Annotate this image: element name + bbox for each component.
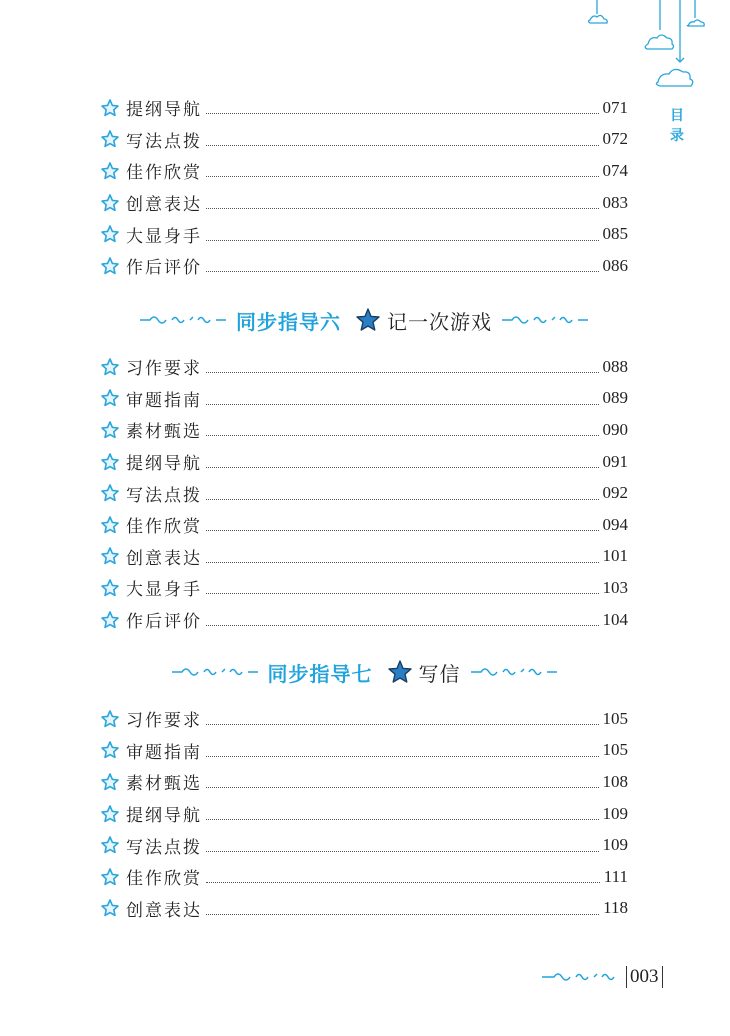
toc-item-label: 创意表达 (126, 900, 202, 921)
star-outline-icon (100, 898, 120, 918)
toc-page-number: 091 (602, 451, 628, 471)
toc-page-number: 088 (602, 356, 628, 376)
wave-ornament-right (469, 665, 559, 679)
wave-ornament-right (500, 313, 590, 327)
toc-item-label: 写法点拨 (126, 131, 202, 152)
toc-item-label: 提纲导航 (126, 806, 202, 827)
star-outline-icon (100, 483, 120, 503)
star-outline-icon (100, 867, 120, 887)
dot-leader (206, 593, 599, 594)
toc-item-label: 创意表达 (126, 195, 202, 216)
toc-item-label: 素材甄选 (126, 422, 202, 443)
toc-item-label: 提纲导航 (126, 100, 202, 121)
toc-row[interactable] (100, 155, 628, 187)
toc-item-label: 佳作欣赏 (126, 517, 202, 538)
star-outline-icon (100, 357, 120, 377)
star-outline-icon (100, 515, 120, 535)
toc-page-number: 092 (602, 483, 628, 503)
toc-item-label: 提纲导航 (126, 454, 202, 475)
dot-leader (206, 756, 599, 757)
dot-leader (206, 372, 599, 373)
star-filled-icon (355, 307, 381, 333)
star-outline-icon (100, 193, 120, 213)
dot-leader (206, 404, 599, 405)
toc-row[interactable] (100, 572, 628, 604)
toc-row[interactable] (100, 766, 628, 798)
toc-section-6 (100, 351, 628, 635)
toc-row[interactable] (100, 829, 628, 861)
dot-leader (206, 271, 599, 272)
dot-leader (206, 724, 599, 725)
dot-leader (206, 787, 599, 788)
toc-page-number: 085 (602, 224, 628, 244)
toc-page-number: 111 (603, 866, 628, 886)
toc-page-number: 109 (602, 803, 628, 823)
star-outline-icon (100, 709, 120, 729)
toc-section-7 (100, 703, 628, 924)
toc-page-number: 105 (602, 708, 628, 728)
star-outline-icon (100, 161, 120, 181)
toc-page-number: 118 (603, 898, 628, 918)
toc-item-label: 作后评价 (126, 258, 202, 279)
toc-row[interactable] (100, 604, 628, 636)
chapter-heading-6[interactable] (100, 303, 628, 337)
toc-page-number: 103 (602, 577, 628, 597)
toc-item-label: 习作要求 (126, 711, 202, 732)
star-outline-icon (100, 129, 120, 149)
toc-page-number: 090 (602, 419, 628, 439)
toc-page-number: 105 (602, 740, 628, 760)
star-outline-icon (100, 452, 120, 472)
star-outline-icon (100, 772, 120, 792)
star-outline-icon (100, 740, 120, 760)
star-outline-icon (100, 98, 120, 118)
toc-row[interactable] (100, 383, 628, 415)
toc-page-number: 074 (602, 160, 628, 180)
star-outline-icon (100, 388, 120, 408)
wave-ornament-left (170, 665, 260, 679)
dot-leader (206, 562, 599, 563)
toc-page-number: 108 (602, 771, 628, 791)
toc-item-label: 写法点拨 (126, 485, 202, 506)
chapter-heading-label: 同步指导七 (267, 661, 373, 686)
toc-row[interactable] (100, 798, 628, 830)
contents-side-label: 目 录 (670, 108, 684, 144)
dot-leader (206, 176, 599, 177)
wave-ornament-footer (540, 970, 624, 984)
toc-page-number: 101 (602, 546, 628, 566)
toc-page-number: 104 (602, 609, 628, 629)
toc-item-label: 作后评价 (126, 612, 202, 633)
toc-page-number: 083 (602, 192, 628, 212)
toc-row[interactable] (100, 703, 628, 735)
dot-leader (206, 851, 599, 852)
dot-leader (206, 499, 599, 500)
toc-row[interactable] (100, 509, 628, 541)
toc-page-number: 109 (602, 835, 628, 855)
toc-page-number: 071 (602, 97, 628, 117)
toc-row[interactable] (100, 735, 628, 767)
toc-page-number: 086 (602, 255, 628, 275)
chapter-heading-label: 同步指导六 (236, 309, 341, 334)
chapter-heading-title: 写信 (418, 661, 461, 686)
toc-row[interactable] (100, 893, 628, 925)
star-filled-icon (387, 659, 413, 685)
toc-item-label: 审题指南 (126, 742, 202, 763)
toc-item-label: 佳作欣赏 (126, 163, 202, 184)
toc-row[interactable] (100, 414, 628, 446)
toc-row[interactable] (100, 250, 628, 282)
toc-row[interactable] (100, 124, 628, 156)
dot-leader (206, 530, 599, 531)
toc-item-label: 审题指南 (126, 390, 202, 411)
toc-page-number: 089 (602, 388, 628, 408)
star-outline-icon (100, 835, 120, 855)
toc-item-label: 素材甄选 (126, 774, 202, 795)
chapter-heading-title: 记一次游戏 (387, 309, 492, 334)
star-outline-icon (100, 224, 120, 244)
dot-leader (206, 914, 599, 915)
toc-item-label: 写法点拨 (126, 837, 202, 858)
toc-row[interactable] (100, 218, 628, 250)
toc-item-label: 佳作欣赏 (126, 869, 202, 890)
dot-leader (206, 467, 599, 468)
star-outline-icon (100, 256, 120, 276)
page-footer (540, 962, 663, 992)
toc-row[interactable] (100, 187, 628, 219)
toc-row[interactable] (100, 92, 628, 124)
toc-item-label: 大显身手 (126, 580, 202, 601)
toc-row[interactable] (100, 541, 628, 573)
star-outline-icon (100, 546, 120, 566)
star-outline-icon (100, 610, 120, 630)
star-outline-icon (100, 804, 120, 824)
dot-leader (206, 145, 599, 146)
toc-row[interactable] (100, 446, 628, 478)
toc-page-number: 072 (602, 129, 628, 149)
dot-leader (206, 819, 599, 820)
star-outline-icon (100, 578, 120, 598)
toc-row[interactable] (100, 861, 628, 893)
toc-row[interactable] (100, 477, 628, 509)
dot-leader (206, 625, 599, 626)
toc-item-label: 大显身手 (126, 226, 202, 247)
toc-item-label: 习作要求 (126, 359, 202, 380)
toc-page-number: 094 (602, 514, 628, 534)
toc-row[interactable] (100, 351, 628, 383)
wave-ornament-left (138, 313, 228, 327)
star-outline-icon (100, 420, 120, 440)
toc-item-label: 创意表达 (126, 548, 202, 569)
page-number: 003 (626, 966, 663, 988)
chapter-heading-7[interactable] (100, 655, 628, 689)
dot-leader (206, 882, 600, 883)
dot-leader (206, 208, 599, 209)
dot-leader (206, 435, 599, 436)
dot-leader (206, 113, 599, 114)
dot-leader (206, 240, 599, 241)
toc-section-1 (100, 92, 628, 282)
